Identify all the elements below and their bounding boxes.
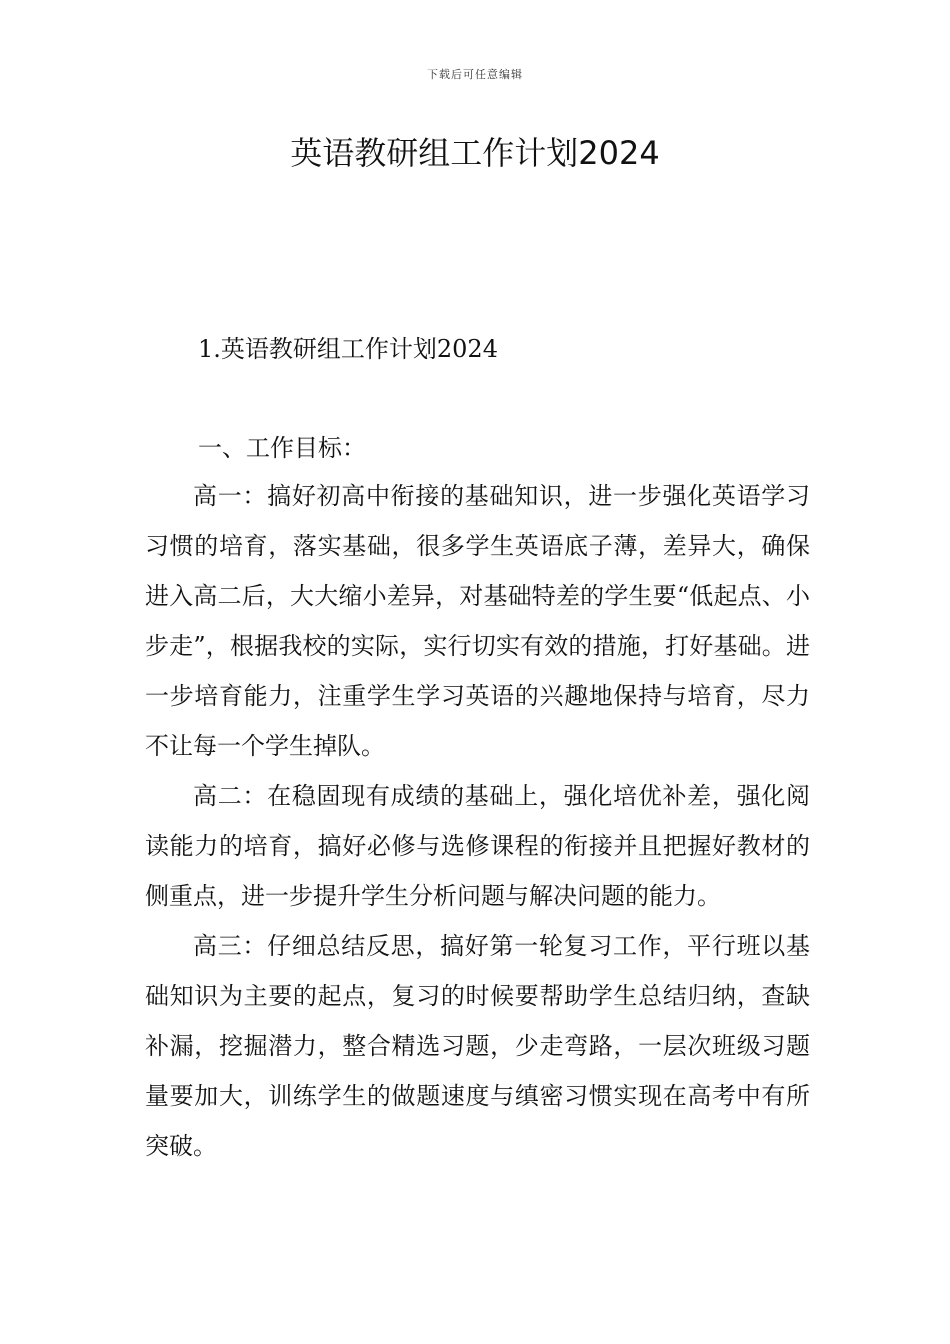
section-heading: 1.英语教研组工作计划2024 — [198, 335, 498, 363]
body-text — [145, 471, 810, 1171]
header-note: 下载后可任意编辑 — [427, 68, 523, 81]
paragraph-grade-10: 高一：搞好初高中衔接的基础知识，进一步强化英语学习习惯的培育，落实基础，很多学生英语底子薄，差异大，确保进入高二后，大大缩小差异，对基础特差的学生要“低起点、小步走”，根据我校的实际，实行切实有效的措施，打好基础。进一步培育能力，注重学生学习英语的兴趣地保持与培育，尽力不让每一个学生掉队。 — [145, 482, 810, 760]
document-title: 英语教研组工作计划2024 — [290, 134, 660, 172]
subsection-heading: 一、工作目标： — [198, 434, 366, 462]
paragraph-grade-12: 高三：仔细总结反思，搞好第一轮复习工作，平行班以基础知识为主要的起点，复习的时候要帮助学生总结归纳，查缺补漏，挖掘潜力，整合精选习题，少走弯路，一层次班级习题量要加大，训练学生的做题速度与缜密习惯实现在高考中有所突破。 — [145, 932, 810, 1160]
paragraph-grade-11: 高二：在稳固现有成绩的基础上，强化培优补差，强化阅读能力的培育，搞好必修与选修课程的衔接并且把握好教材的侧重点，进一步提升学生分析问题与解决问题的能力。 — [145, 782, 810, 910]
